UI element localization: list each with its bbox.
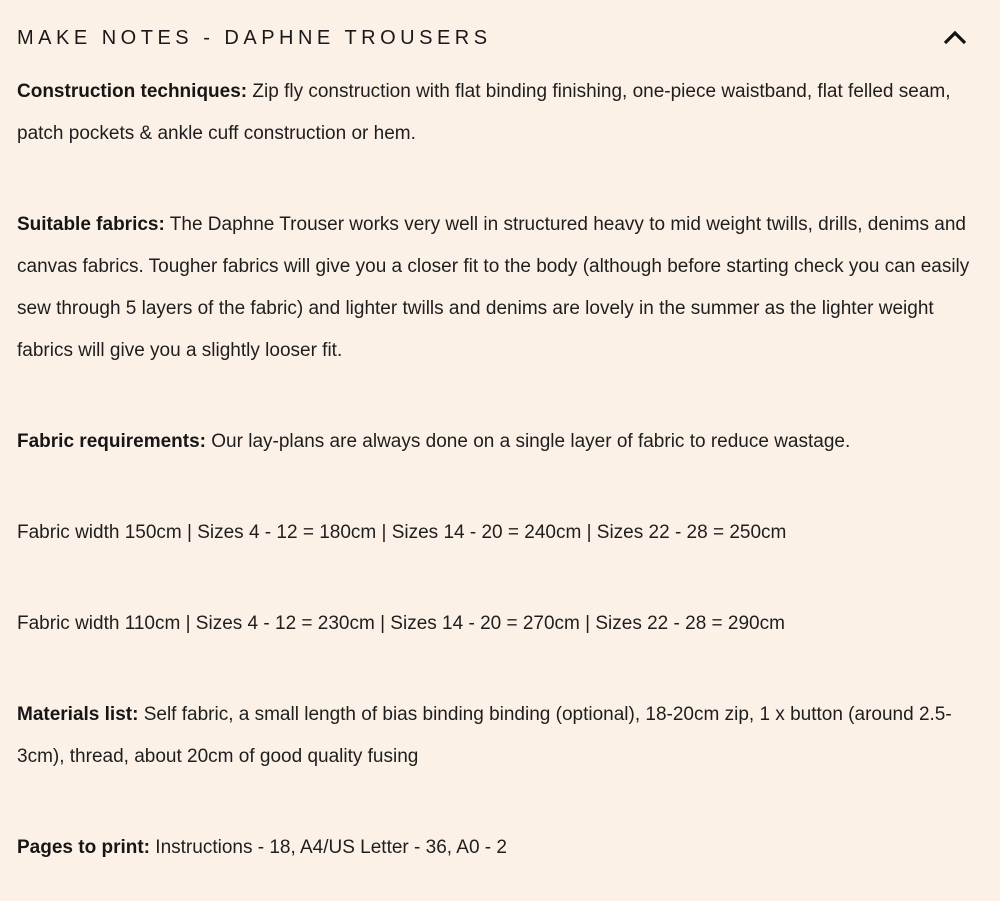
fabric-requirements-paragraph: [17, 421, 980, 463]
paragraph-text: Fabric width 110cm | Sizes 4 - 12 = 230cm | Sizes 14 - 20 = 270cm | Sizes 22 - 28 = 290cm: [17, 613, 785, 634]
paragraph-text: Fabric width 150cm | Sizes 4 - 12 = 180cm | Sizes 14 - 20 = 240cm | Sizes 22 - 28 = 250cm: [17, 522, 787, 543]
paragraph-label: Pages to print:: [17, 837, 151, 858]
paragraph-text: Self fabric, a small length of bias binding binding (optional), 18-20cm zip, 1 x button (around 2.5-3cm), thread, about 20cm of good quality fusing: [17, 704, 952, 767]
paragraph-label: Suitable fabrics:: [17, 214, 165, 235]
materials-list-paragraph: [17, 694, 980, 778]
construction-techniques-paragraph: [17, 71, 980, 155]
suitable-fabrics-paragraph: [17, 204, 980, 372]
chevron-up-icon[interactable]: [940, 27, 970, 49]
paragraph-label: Construction techniques:: [17, 81, 248, 102]
make-notes-content: [17, 71, 980, 869]
paragraph-text: Our lay-plans are always done on a single layer of fabric to reduce wastage.: [211, 431, 851, 452]
make-notes-accordion-header[interactable]: [17, 0, 980, 49]
paragraph-text: The Daphne Trouser works very well in structured heavy to mid weight twills, drills, denims and canvas fabrics. Tougher fabrics will give you a closer fit to the body (although before starting check you can easily sew through 5 layers of the fabric) and lighter twills and denims are lovely in the summer as the lighter weight fabrics will give you a slightly looser fit.: [17, 214, 970, 361]
fabric-width-110-line: [17, 603, 980, 645]
paragraph-text: Zip fly construction with flat binding finishing, one-piece waistband, flat felled seam, patch pockets & ankle cuff construction or hem.: [17, 81, 951, 144]
pages-to-print-paragraph: [17, 827, 980, 869]
paragraph-label: Fabric requirements:: [17, 431, 206, 452]
accordion-title: MAKE NOTES - DAPHNE TROUSERS: [17, 27, 492, 49]
paragraph-text: Instructions - 18, A4/US Letter - 36, A0 - 2: [155, 837, 507, 858]
paragraph-label: Materials list:: [17, 704, 139, 725]
fabric-width-150-line: [17, 512, 980, 554]
